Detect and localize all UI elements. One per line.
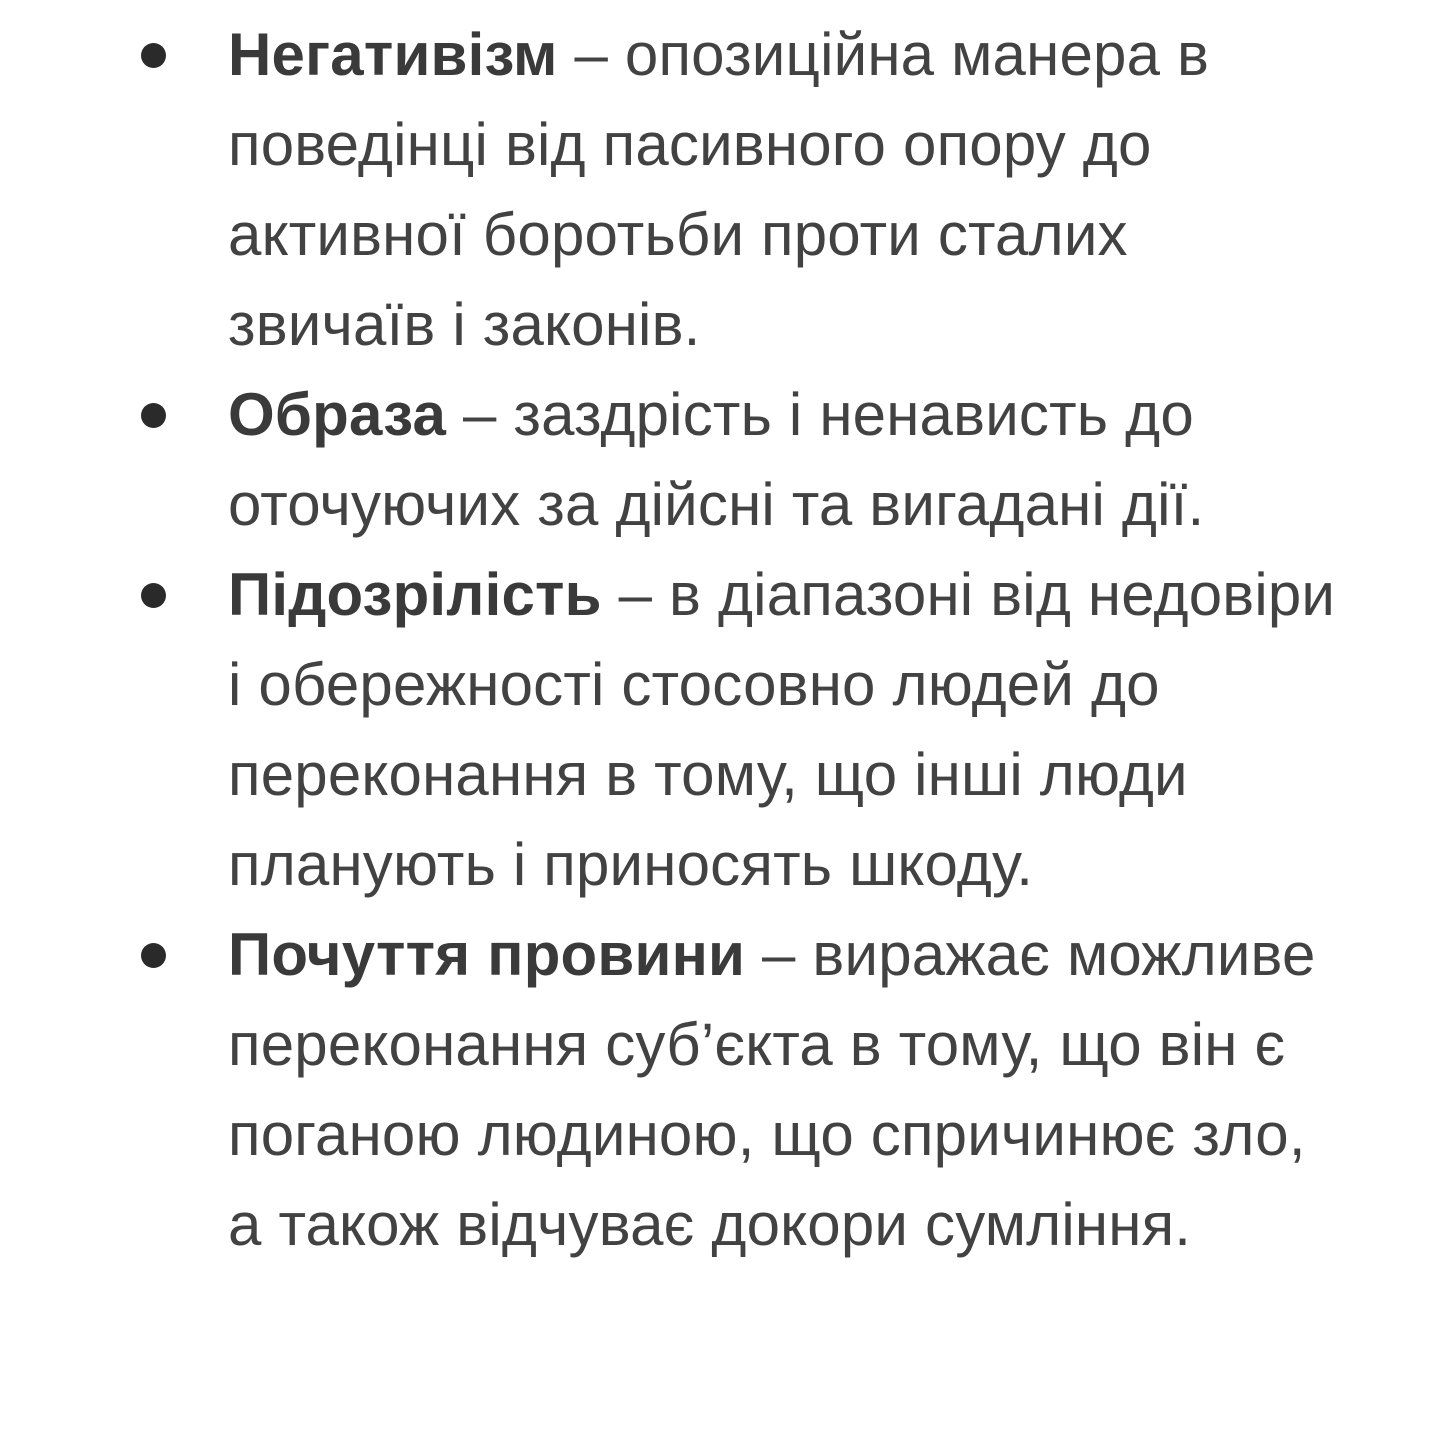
term-dash: – — [745, 921, 813, 988]
term-definition: опозиційна манера в поведінці від пасивного опору до активної боротьби проти сталих звичаїв і законів. — [228, 21, 1210, 358]
term-definition-list — [0, 10, 1440, 1270]
bullet-icon — [141, 583, 166, 608]
bullet-icon — [141, 403, 166, 428]
term-definition: виражає можливе переконання суб’єкта в тому, що він є поганою людиною, що спричинює зло, а також відчуває докори сумління. — [228, 921, 1316, 1258]
term-dash: – — [557, 21, 625, 88]
list-item-negativism — [0, 10, 1440, 370]
term-definition: заздрість і ненависть до оточуючих за дійсні та вигадані дії. — [228, 381, 1205, 538]
term-title: Образа — [228, 381, 447, 448]
bullet-icon — [141, 943, 166, 968]
list-item-suspiciousness — [0, 550, 1440, 910]
list-item-guilt — [0, 910, 1440, 1270]
term-title: Підозрілість — [228, 561, 602, 628]
term-dash: – — [601, 561, 670, 628]
term-definition: в діапазоні від недовіри і обережності стосовно людей до переконання в тому, що інші люди планують і приносять шкоду. — [228, 561, 1336, 898]
term-dash: – — [446, 381, 514, 448]
term-title: Негативізм — [228, 21, 558, 88]
bullet-icon — [141, 43, 166, 68]
term-title: Почуття провини — [228, 921, 746, 988]
list-item-resentment — [0, 370, 1440, 550]
